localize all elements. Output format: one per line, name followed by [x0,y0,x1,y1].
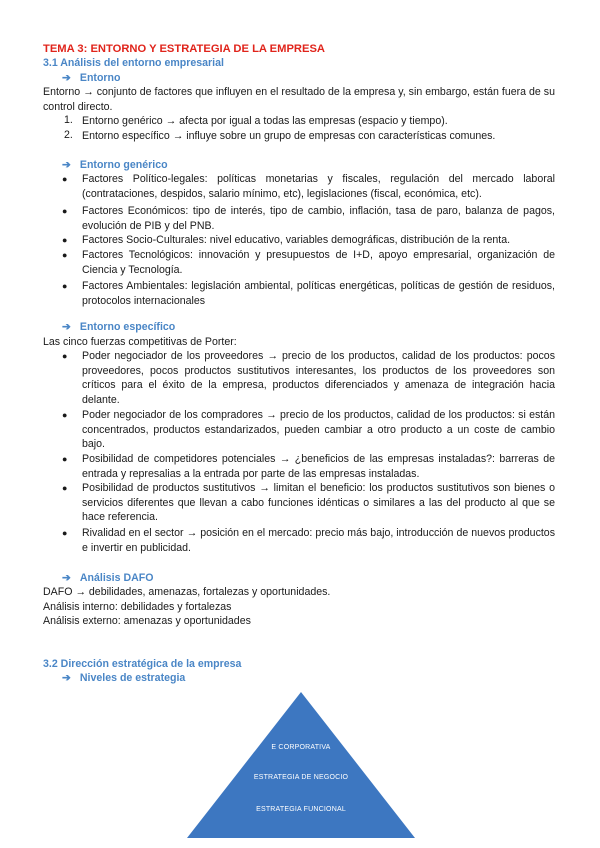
pyramid-level-negocio: ESTRATEGIA DE NEGOCIO [253,774,349,781]
subheading-analisis-dafo: ➔ Análisis DAFO [62,572,154,584]
bullet-icon: ● [62,281,68,291]
pyramid-level-corporativa: E CORPORATIVA [271,744,331,751]
subheading-niveles-estrategia: ➔ Niveles de estrategia [62,672,186,684]
list-item: Poder negociador de los compradores → precio de los productos, calidad de los productos: si están concentrados, productos estandarizados, pueden cambiar a otro producto a un coste de cambio bajo. [82,409,555,450]
arrow-icon: ➔ [62,672,71,684]
bullet-icon: ● [62,351,68,361]
list-item: Factores Socio-Culturales: nivel educativo, variables demográficas, distribución de la renta. [82,234,511,246]
bullet-icon: ● [62,454,68,464]
pyramid-triangle [187,692,415,838]
subheading-entorno-generico: ➔ Entorno genérico [62,159,168,171]
bullet-icon: ● [62,174,68,184]
pyramid-level-funcional: ESTRATEGIA FUNCIONAL [256,806,346,813]
document-title: TEMA 3: ENTORNO Y ESTRATEGIA DE LA EMPRESA [43,43,325,55]
bullet-icon: ● [62,528,68,538]
bullet-icon: ● [62,206,68,216]
porter-intro: Las cinco fuerzas competitivas de Porter: [43,336,237,348]
list-item: Rivalidad en el sector → posición en el mercado: precio más bajo, introducción de nuevos productos e invertir en publicidad. [82,527,555,554]
list-item: Posibilidad de competidores potenciales → ¿beneficios de las empresas instaladas?: barreras de entrada y represalias a la entrada por parte de las empresas instaladas. [82,453,555,480]
subheading-entorno: ➔ Entorno [62,72,121,84]
list-number: 1. [64,114,73,126]
strategy-pyramid [185,692,417,840]
bullet-icon: ● [62,410,68,420]
list-item: Entorno genérico → afecta por igual a todas las empresas (espacio y tiempo). [82,115,448,127]
arrow-icon: ➔ [62,321,71,333]
list-item: Entorno específico → influye sobre un grupo de empresas con características comunes. [82,130,496,142]
list-item: Factores Político-legales: políticas monetarias y fiscales, regulación del mercado laboral (contrataciones, despidos, salario mínimo, etc), legislaciones (fiscal, económica, etc). [82,173,555,200]
list-item: Factores Económicos: tipo de interés, tipo de cambio, inflación, tasa de paro, balanza de pagos, evolución de PIB y del PNB. [82,205,555,232]
list-item: Poder negociador de los proveedores → precio de los productos, calidad de los productos: pocos proveedores, pocos productos sustitutivos interesantes, los productos de los proveedores son críticos para el éxito de la empresa, productos diferenciados y amenaza de integración hacia delante. [82,350,555,406]
subheading-entorno-especifico: ➔ Entorno específico [62,321,176,333]
section-heading-3-1: 3.1 Análisis del entorno empresarial [43,57,224,69]
dafo-line: DAFO → debilidades, amenazas, fortalezas y oportunidades. [43,586,331,598]
section-heading-3-2: 3.2 Dirección estratégica de la empresa [43,658,242,670]
bullet-icon: ● [62,235,68,245]
dafo-line: Análisis externo: amenazas y oportunidades [43,615,251,627]
arrow-icon: ➔ [62,72,71,84]
bullet-icon: ● [62,250,68,260]
arrow-icon: ➔ [62,159,71,171]
bullet-icon: ● [62,483,68,493]
list-item: Factores Tecnológicos: innovación y presupuestos de I+D, apoyo empresarial, organización de Ciencia y Tecnología. [82,249,555,276]
dafo-line: Análisis interno: debilidades y fortalezas [43,601,232,613]
arrow-icon: ➔ [62,572,71,584]
list-item: Posibilidad de productos sustitutivos → limitan el beneficio: los productos sustitutivos son bienes o servicios diferentes que llevan a cabo funciones idénticas o similares a las del producto al que se hace referencia. [82,482,555,523]
list-item: Factores Ambientales: legislación ambiental, políticas energéticas, políticas de gestión de residuos, protocolos internacionales [82,280,555,307]
entorno-definition: Entorno → conjunto de factores que influyen en el resultado de la empresa y, sin embargo, están fuera de su control directo. [43,86,555,113]
list-number: 2. [64,129,73,141]
